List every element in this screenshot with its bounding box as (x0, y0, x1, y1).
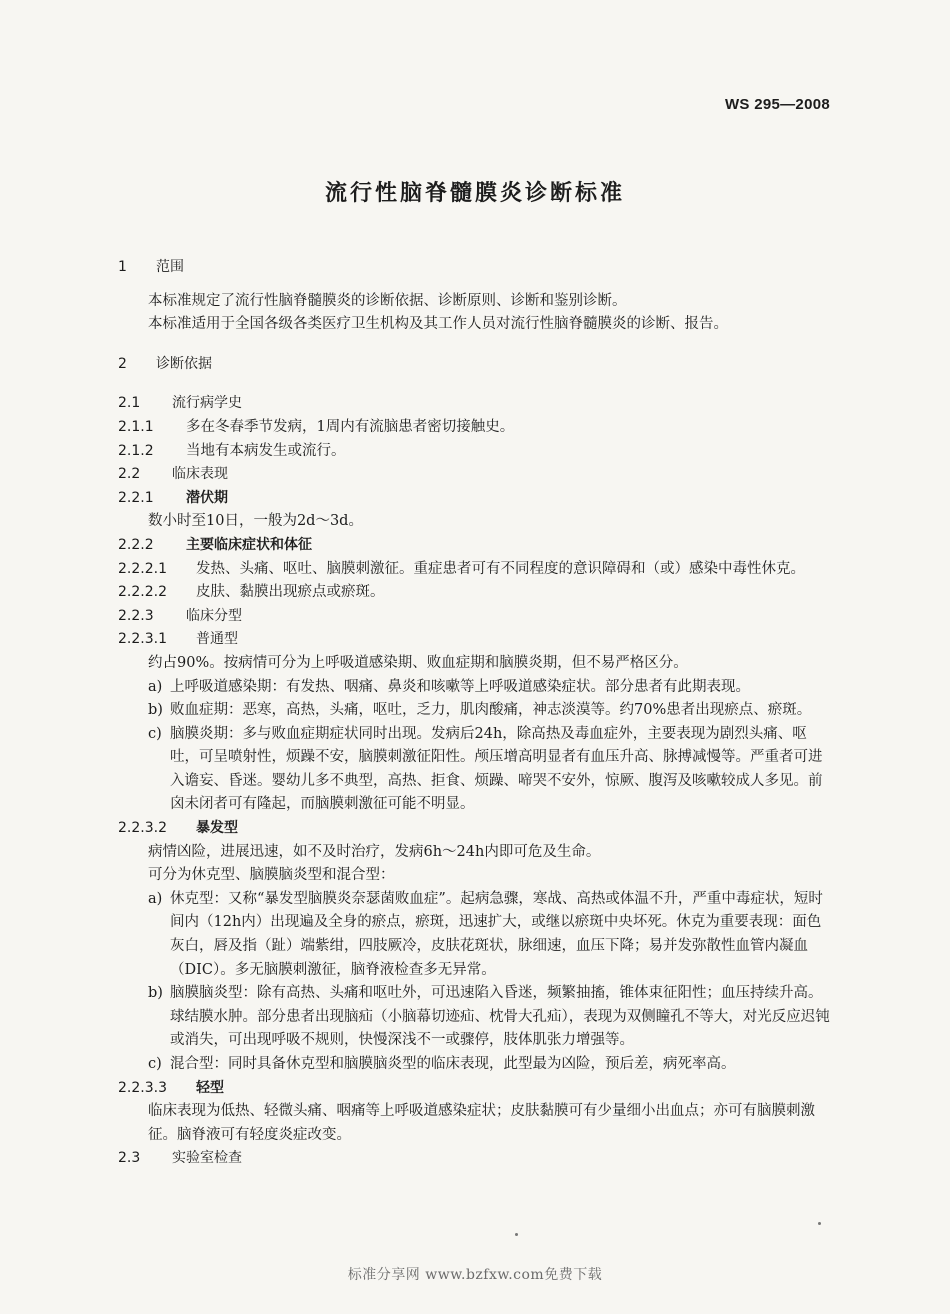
section-heading (118, 817, 832, 841)
list-label: a) (148, 678, 163, 695)
document-title: 流行性脑脊髓膜炎诊断标准 (324, 181, 625, 206)
scan-speck (515, 1233, 518, 1236)
paragraph: 本标准规定了流行性脑脊髓膜炎的诊断依据、诊断原则、诊断和鉴别诊断。 (148, 292, 627, 309)
clause-text: 当地有本病发生或流行。 (186, 442, 346, 459)
list-label: c) (148, 1056, 162, 1072)
paragraph: 约占90%。按病情可分为上呼吸道感染期、败血症期和脑膜炎期，但不易严格区分。 (148, 654, 688, 671)
clause-text: 多在冬春季节发病，1周内有流脑患者密切接触史。 (186, 418, 515, 435)
section-number: 2.1 (118, 395, 141, 412)
paragraph: 病情凶险，进展迅速，如不及时治疗，发病6h～24h内即可危及生命。 (148, 843, 601, 860)
section-title: 临床表现 (172, 466, 228, 483)
section-title: 流行病学史 (172, 395, 242, 412)
section-heading (118, 628, 832, 652)
section-number: 2.2.3.3 (118, 1079, 167, 1096)
list-item (118, 723, 832, 817)
section-number: 2.2.2 (118, 536, 154, 553)
clause (118, 558, 832, 582)
section-heading (118, 463, 832, 487)
list-label: b) (148, 985, 163, 1002)
section-title: 潜伏期 (186, 489, 228, 506)
paragraph: 可分为休克型、脑膜脑炎型和混合型： (148, 867, 395, 884)
list-text: 脑膜炎期：多与败血症期症状同时出现。发病后24h，除高热及毒血症外，主要表现为剧烈头痛、呕吐，可呈喷射性，烦躁不安，脑膜刺激征阳性。颅压增高明显者有血压升高、脉搏减慢等。严重者可进入谵妄、昏迷。婴幼儿多不典型，高热、拒食、烦躁、啼哭不安外，惊厥、腹泻及咳嗽较成人多见。前囟未闭者可有隆起，而脑膜刺激征可能不明显。 (170, 725, 823, 813)
list-item (118, 982, 832, 1053)
list-text: 败血症期：恶寒，高热，头痛，呕吐，乏力，肌肉酸痛，神志淡漠等。约70%患者出现瘀点、瘀斑。 (170, 702, 812, 719)
list-text: 脑膜脑炎型：除有高热、头痛和呕吐外，可迅速陷入昏迷，频繁抽搐，锥体束征阳性；血压持续升高。球结膜水肿。部分患者出现脑疝（小脑幕切迹疝、枕骨大孔疝），表现为双侧瞳孔不等大，对光反应迟钝或消失，可出现呼吸不规则，快慢深浅不一或骤停，肢体肌张力增强等。 (170, 985, 830, 1049)
section-number: 2.2.3.2 (118, 820, 167, 837)
section-title: 普通型 (196, 631, 238, 648)
section-heading (118, 392, 832, 416)
section-heading (118, 534, 832, 558)
list-item (118, 1053, 832, 1077)
section-heading (118, 1147, 832, 1171)
clause-text: 皮肤、黏膜出现瘀点或瘀斑。 (196, 584, 385, 601)
section-number: 2.3 (118, 1150, 141, 1167)
section-heading (118, 353, 832, 377)
section-heading (118, 256, 832, 280)
section-heading (118, 605, 832, 629)
document-body (118, 256, 832, 1171)
list-text: 休克型：又称“暴发型脑膜炎奈瑟菌败血症”。起病急骤，寒战、高热或体温不升，严重中毒症状，短时间内（12h内）出现遍及全身的瘀点，瘀斑，迅速扩大，或继以瘀斑中央坏死。休克为重要表现：面色灰白，唇及指（趾）端紫绀，四肢厥冷，皮肤花斑状，脉细速，血压下降；易并发弥散性血管内凝血（DIC）。多无脑膜刺激征，脑脊液检查多无异常。 (170, 890, 823, 978)
section-title: 实验室检查 (172, 1150, 242, 1167)
paragraph: 本标准适用于全国各级各类医疗卫生机构及其工作人员对流行性脑脊髓膜炎的诊断、报告。 (148, 316, 728, 333)
section-number: 2.2.1 (118, 489, 154, 506)
section-title: 临床分型 (186, 607, 242, 624)
section-number: 2.2 (118, 466, 141, 483)
clause-number: 2.2.2.1 (118, 560, 167, 577)
standard-code: WS 295—2008 (724, 96, 830, 113)
paragraph: 临床表现为低热、轻微头痛、咽痛等上呼吸道感染症状；皮肤黏膜可有少量细小出血点；亦可有脑膜刺激征。脑脊液可有轻度炎症改变。 (148, 1103, 815, 1143)
list-item (118, 888, 832, 982)
list-item (118, 676, 832, 700)
list-label: c) (148, 725, 162, 742)
section-number: 2 (118, 355, 127, 372)
section-title: 范围 (156, 259, 184, 275)
section-title: 暴发型 (196, 820, 238, 837)
list-text: 混合型：同时具备休克型和脑膜脑炎型的临床表现，此型最为凶险，预后差，病死率高。 (170, 1056, 736, 1072)
paragraph: 数小时至10日，一般为2d～3d。 (148, 513, 363, 530)
section-heading (118, 487, 832, 511)
section-number: 2.2.3 (118, 607, 154, 624)
list-text: 上呼吸道感染期：有发热、咽痛、鼻炎和咳嗽等上呼吸道感染症状。部分患者有此期表现。 (170, 678, 750, 695)
list-item (118, 699, 832, 723)
clause (118, 581, 832, 605)
list-label: b) (148, 702, 163, 719)
section-title: 轻型 (196, 1079, 224, 1096)
list-label: a) (148, 890, 163, 907)
scan-speck (818, 1222, 821, 1225)
clause-number: 2.2.2.2 (118, 584, 167, 601)
section-number: 1 (118, 259, 127, 275)
section-number: 2.2.3.1 (118, 631, 167, 648)
clause (118, 416, 832, 440)
watermark-footer: 标准分享网 www.bzfxw.com免费下载 (347, 1267, 603, 1283)
clause-number: 2.1.2 (118, 442, 154, 459)
section-title: 主要临床症状和体征 (186, 536, 312, 553)
clause (118, 440, 832, 464)
clause-text: 发热、头痛、呕吐、脑膜刺激征。重症患者可有不同程度的意识障碍和（或）感染中毒性休克。 (196, 560, 805, 577)
clause-number: 2.1.1 (118, 418, 154, 435)
section-heading (118, 1077, 832, 1101)
section-title: 诊断依据 (156, 355, 212, 372)
